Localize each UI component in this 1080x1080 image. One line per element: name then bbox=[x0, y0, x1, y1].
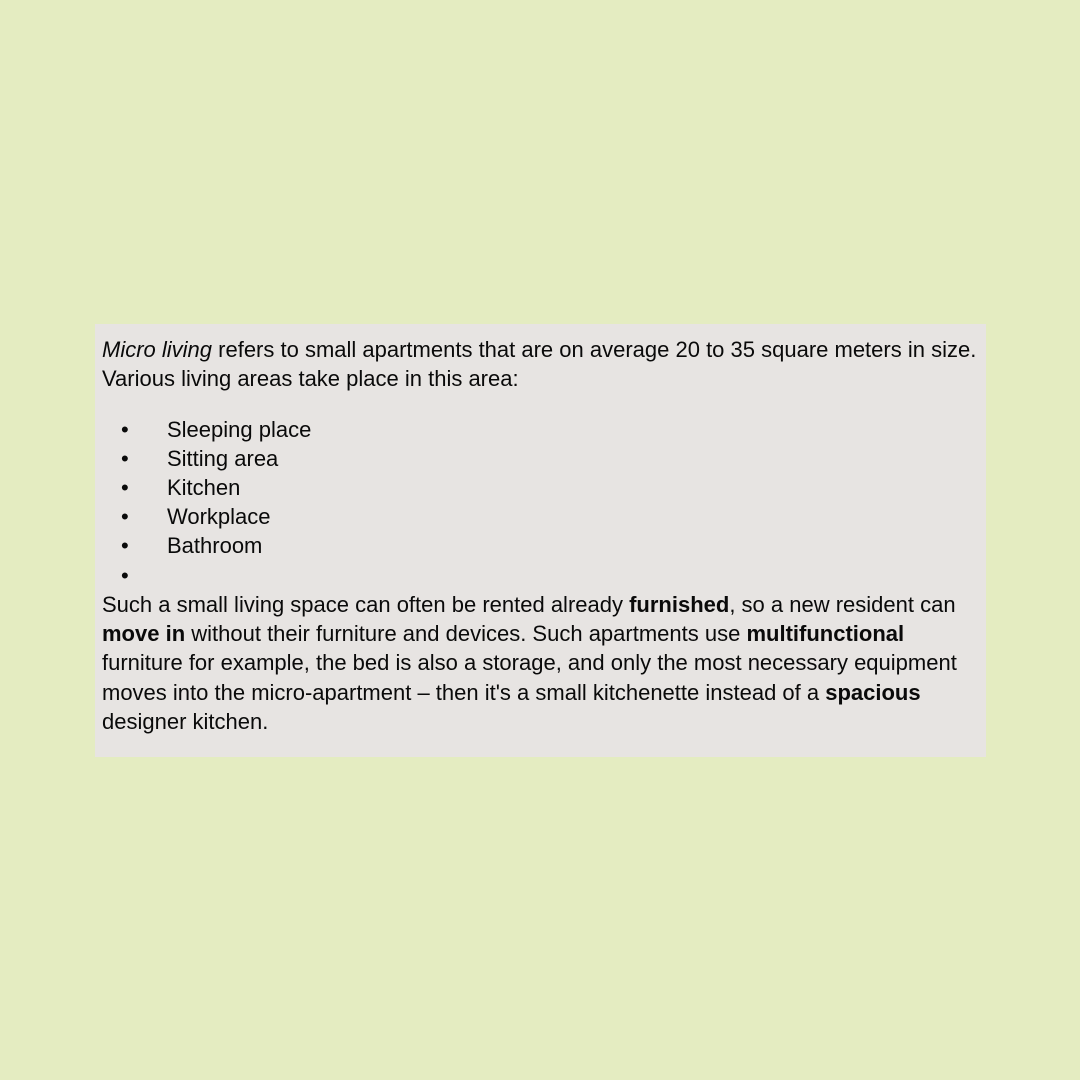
bullet-icon: • bbox=[121, 533, 129, 559]
list-item-label: Kitchen bbox=[167, 474, 241, 500]
bold-term-move-in: move in bbox=[102, 621, 186, 647]
body-text: furniture for example, the bed is also a storage, and only the most necessary equipment moves into the micro-apartment – then it's a small kitchenette instead of a bbox=[102, 650, 957, 705]
bullet-icon: • bbox=[121, 445, 129, 471]
list-item-label: Workplace bbox=[167, 504, 271, 530]
list-item-label: Sleeping place bbox=[167, 416, 312, 442]
bold-term-multifunctional: multifunctional bbox=[746, 621, 905, 647]
list-item bbox=[102, 473, 978, 502]
text-card bbox=[95, 324, 986, 757]
bullet-icon: • bbox=[121, 562, 129, 588]
body-paragraph bbox=[102, 590, 978, 736]
list-item-label: Bathroom bbox=[167, 533, 263, 559]
list-item bbox=[102, 415, 978, 444]
bold-term-furnished: furnished bbox=[629, 591, 730, 617]
list-item bbox=[102, 531, 978, 560]
intro-term: Micro living bbox=[102, 337, 213, 362]
list-item bbox=[102, 502, 978, 531]
body-text: designer kitchen. bbox=[102, 708, 269, 734]
bold-term-spacious: spacious bbox=[825, 679, 921, 705]
bullet-icon: • bbox=[121, 474, 129, 500]
intro-text: refers to small apartments that are on average 20 to 35 square meters in size. Various living areas take place in this area: bbox=[102, 337, 977, 392]
body-text: Such a small living space can often be rented already bbox=[102, 591, 630, 617]
bullet-icon: • bbox=[121, 504, 129, 530]
living-areas-list bbox=[102, 415, 978, 590]
body-text: without their furniture and devices. Such apartments use bbox=[185, 621, 747, 647]
body-text: , so a new resident can bbox=[729, 591, 956, 617]
intro-paragraph bbox=[102, 335, 978, 394]
bullet-icon: • bbox=[121, 416, 129, 442]
list-item bbox=[102, 561, 978, 590]
list-item bbox=[102, 444, 978, 473]
list-item-label: Sitting area bbox=[167, 445, 279, 471]
